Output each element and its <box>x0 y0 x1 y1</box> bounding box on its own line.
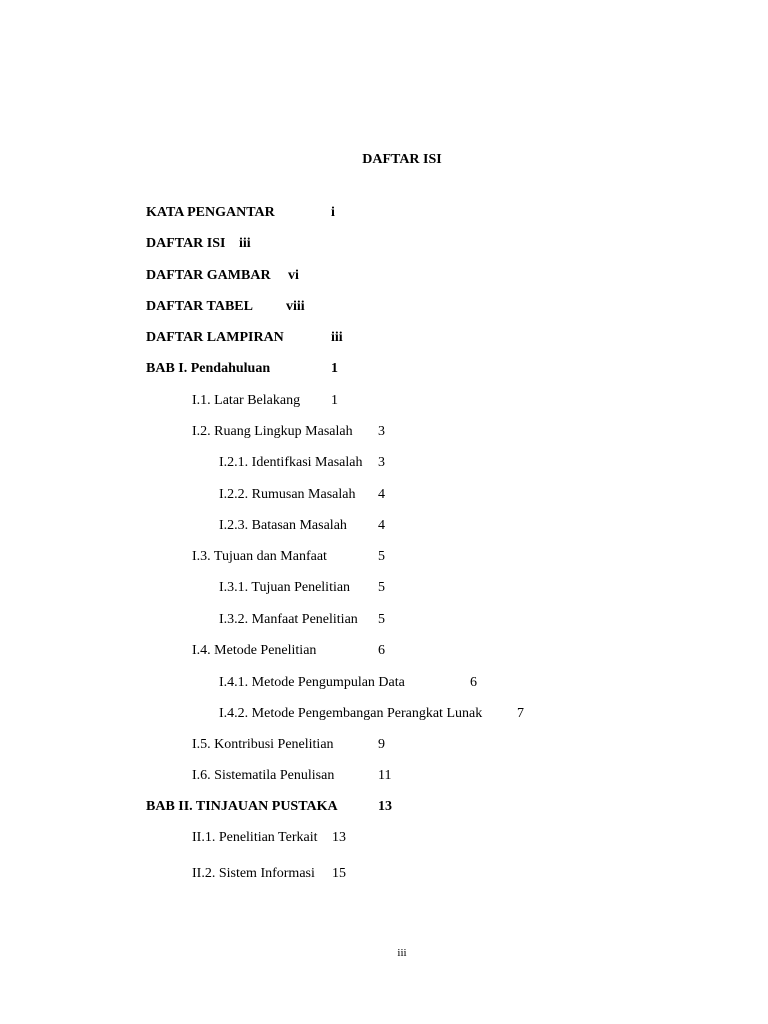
toc-entry-page: 13 <box>332 830 346 845</box>
toc-entry-page: 7 <box>517 706 524 721</box>
toc-entry-page: iii <box>331 330 343 345</box>
toc-entry-label: I.2. Ruang Lingkup Masalah <box>192 424 353 439</box>
page-number: iii <box>397 947 407 959</box>
toc-entry-label: I.4.1. Metode Pengumpulan Data <box>219 675 405 690</box>
toc-entry-page: iii <box>239 236 251 251</box>
toc-entry-page: 11 <box>378 768 392 783</box>
toc-entry-page: vi <box>288 268 299 283</box>
toc-entry-label: I.3. Tujuan dan Manfaat <box>192 549 327 564</box>
toc-entry-label: I.2.3. Batasan Masalah <box>219 518 347 533</box>
page-title: DAFTAR ISI <box>362 152 442 167</box>
toc-entry-page: 3 <box>378 455 385 470</box>
toc-entry-page: 1 <box>331 393 338 408</box>
toc-entry-label: II.2. Sistem Informasi <box>192 866 315 881</box>
toc-entry-label: I.2.1. Identifkasi Masalah <box>219 455 363 470</box>
toc-entry-label: I.3.2. Manfaat Penelitian <box>219 612 358 627</box>
toc-entry-page: 9 <box>378 737 385 752</box>
toc-entry-label: KATA PENGANTAR <box>146 205 275 220</box>
toc-entry-page: i <box>331 205 335 220</box>
toc-entry-label: I.5. Kontribusi Penelitian <box>192 737 334 752</box>
toc-entry-label: I.4. Metode Penelitian <box>192 643 317 658</box>
toc-entry-page: 5 <box>378 549 385 564</box>
toc-entry-label: BAB I. Pendahuluan <box>146 361 271 376</box>
toc-entry-label: BAB II. TINJAUAN PUSTAKA <box>146 799 338 814</box>
toc-entry-page: 13 <box>378 799 392 814</box>
toc-entry-page: 4 <box>378 487 385 502</box>
toc-entry-label: DAFTAR ISI <box>146 236 226 251</box>
toc-entry-page: 6 <box>378 643 385 658</box>
toc-entry-label: I.6. Sistematila Penulisan <box>192 768 335 783</box>
toc-entry-label: DAFTAR GAMBAR <box>146 268 271 283</box>
toc-entry-label: I.4.2. Metode Pengembangan Perangkat Lunak <box>219 706 483 721</box>
toc-entry-page: viii <box>286 299 305 314</box>
toc-entry-page: 3 <box>378 424 385 439</box>
toc-entry-label: I.3.1. Tujuan Penelitian <box>219 580 351 595</box>
toc-entry-label: I.1. Latar Belakang <box>192 393 301 408</box>
toc-entry-page: 6 <box>470 675 477 690</box>
toc-entry-page: 4 <box>378 518 385 533</box>
toc-entry-label: DAFTAR TABEL <box>146 299 253 314</box>
toc-entry-page: 5 <box>378 580 385 595</box>
toc-entry-page: 15 <box>332 866 346 881</box>
toc-entry-label: DAFTAR LAMPIRAN <box>146 330 284 345</box>
toc-entry-label: I.2.2. Rumusan Masalah <box>219 487 356 502</box>
toc-entry-page: 5 <box>378 612 385 627</box>
toc-entry-label: II.1. Penelitian Terkait <box>192 830 318 845</box>
toc-entry-page: 1 <box>331 361 338 376</box>
